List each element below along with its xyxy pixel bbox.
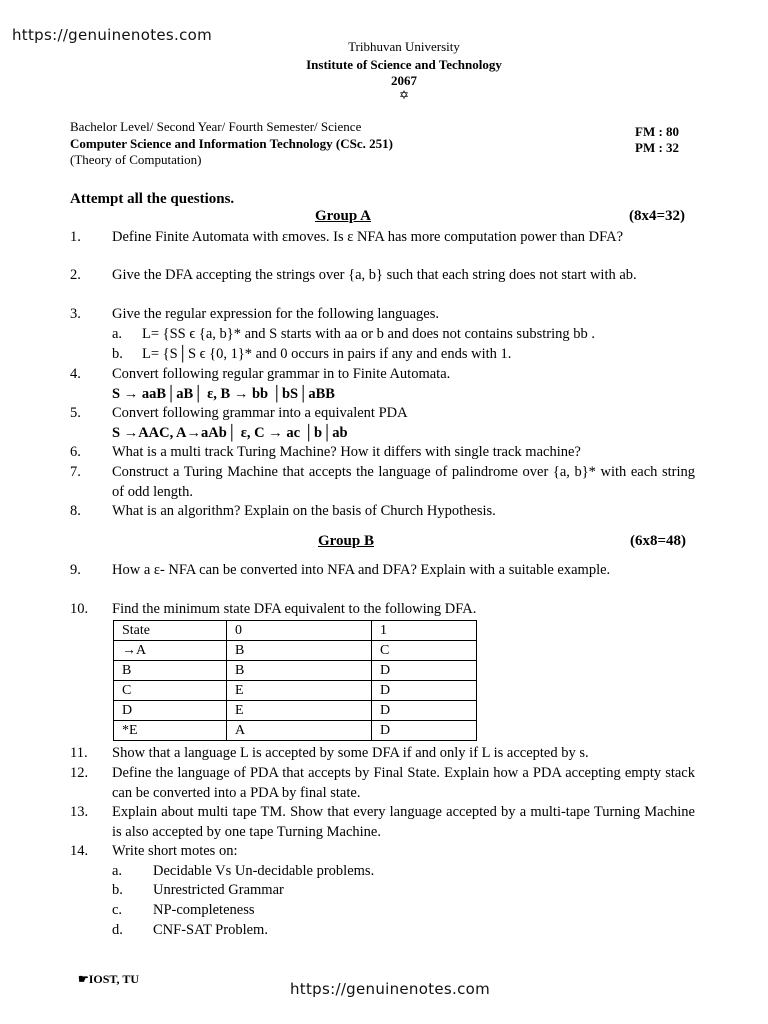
- question-number: 1.: [70, 229, 81, 245]
- question-number: 6.: [70, 444, 81, 460]
- table-cell: B: [227, 641, 372, 661]
- group-b-title: Group B: [318, 533, 374, 549]
- question-6: [70, 443, 695, 463]
- table-header-row: [114, 621, 477, 641]
- table-row: [114, 721, 477, 741]
- table-cell: E: [227, 701, 372, 721]
- question-text: What is an algorithm? Explain on the basis of Church Hypothesis.: [112, 503, 496, 519]
- table-header: State: [114, 621, 227, 641]
- full-marks: FM : 80: [635, 124, 680, 139]
- question-text: Write short motes on:: [112, 843, 238, 859]
- question-number: 8.: [70, 503, 81, 519]
- instruction: Attempt all the questions.: [70, 191, 235, 207]
- question-text: Construct a Turing Machine that accepts the language of palindrome over {a, b}* with each string of odd length.: [112, 464, 695, 500]
- question-text: Explain about multi tape TM. Show that every language accepted by a multi-tape Turning Machine is also accepted by one tape Turning Machine.: [112, 804, 695, 840]
- question-11: [70, 744, 695, 764]
- group-a-title: Group A: [315, 208, 371, 224]
- question-8: [70, 502, 695, 522]
- question-number: 10.: [70, 601, 89, 617]
- course-line: Computer Science and Information Technology (CSc. 251): [70, 136, 393, 151]
- question-10: [70, 600, 695, 620]
- sub-text: NP-completeness: [153, 902, 255, 918]
- question-number: 9.: [70, 562, 81, 578]
- watermark-top: https://genuinenotes.com: [12, 26, 213, 44]
- question-number: 14.: [70, 843, 89, 859]
- sub-label: a.: [112, 863, 123, 879]
- question-number: 13.: [70, 804, 89, 820]
- star-icon: ✡: [398, 88, 410, 102]
- group-a-marks: (8x4=32): [629, 208, 686, 224]
- sub-text: L= {SS ϵ {a, b}* and S starts with aa or b and does not contains substring bb .: [142, 326, 595, 342]
- table-cell: C: [372, 641, 477, 661]
- institute-name: Institute of Science and Technology: [306, 57, 502, 72]
- table-header: 1: [372, 621, 477, 641]
- exam-year: 2067: [391, 73, 417, 88]
- pass-marks: PM : 32: [635, 140, 680, 155]
- grammar-rules: S →AAC, A→aAb│ ε, C → ac │b│ab: [112, 424, 348, 441]
- question-text: Define the language of PDA that accepts by Final State. Explain how a PDA accepting empty stack can be converted into a PDA by final state.: [112, 765, 695, 801]
- question-number: 11.: [70, 745, 88, 761]
- question-13: [70, 803, 695, 842]
- sub-text: L= {S│S ϵ {0, 1}* and 0 occurs in pairs if any and ends with 1.: [142, 346, 512, 362]
- table-header: 0: [227, 621, 372, 641]
- sub-label: a.: [112, 326, 123, 342]
- table-cell: D: [372, 681, 477, 701]
- marks-box: [635, 124, 679, 156]
- question-7: [70, 463, 695, 502]
- table-cell: *E: [114, 721, 227, 741]
- question-9: [70, 561, 695, 581]
- question-12: [70, 764, 695, 803]
- question-number: 4.: [70, 366, 81, 382]
- question-number: 3.: [70, 306, 81, 322]
- question-number: 7.: [70, 464, 81, 480]
- sub-label: b.: [112, 882, 123, 898]
- table-row: [114, 661, 477, 681]
- table-cell: D: [372, 661, 477, 681]
- question-text: Give the DFA accepting the strings over {a, b} such that each string does not start with ab.: [112, 267, 637, 283]
- university-name: Tribhuvan University: [348, 39, 460, 54]
- question-text: Show that a language L is accepted by some DFA if and only if L is accepted by s.: [112, 745, 589, 761]
- question-2: [70, 266, 695, 286]
- question-text: What is a multi track Turing Machine? How it differs with single track machine?: [112, 444, 581, 460]
- sub-text: Unrestricted Grammar: [153, 882, 284, 898]
- table-cell: E: [227, 681, 372, 701]
- question-text: Define Finite Automata with εmoves. Is ε NFA has more computation power than DFA?: [112, 229, 624, 245]
- question-text: Convert following grammar into a equivalent PDA: [112, 405, 408, 421]
- table-row: [114, 641, 477, 661]
- table-cell: D: [114, 701, 227, 721]
- question-number: 12.: [70, 765, 89, 781]
- watermark-bottom: https://genuinenotes.com: [290, 980, 491, 998]
- table-cell: B: [114, 661, 227, 681]
- table-cell: D: [372, 701, 477, 721]
- table-cell: A: [227, 721, 372, 741]
- question-text: How a ε- NFA can be converted into NFA and DFA? Explain with a suitable example.: [112, 562, 611, 578]
- question-4: [70, 365, 695, 404]
- sub-label: b.: [112, 346, 123, 362]
- group-b-marks: (6x8=48): [630, 533, 687, 549]
- question-5: [70, 404, 695, 443]
- table-row: [114, 681, 477, 701]
- sub-label: c.: [112, 902, 123, 918]
- question-number: 2.: [70, 267, 81, 283]
- question-number: 5.: [70, 405, 81, 421]
- question-text: Give the regular expression for the following languages.: [112, 306, 439, 322]
- table-cell: D: [372, 721, 477, 741]
- question-3: [70, 305, 695, 325]
- question-1: [70, 228, 695, 248]
- table-cell: B: [227, 661, 372, 681]
- table-cell: C: [114, 681, 227, 701]
- level-line: Bachelor Level/ Second Year/ Fourth Semester/ Science: [70, 119, 362, 134]
- sub-text: Decidable Vs Un-decidable problems.: [153, 863, 375, 879]
- footer-iost: ☛IOST, TU: [78, 972, 140, 986]
- sub-label: d.: [112, 922, 123, 938]
- grammar-rules: S → aaB│aB│ ε, B → bb │bS│aBB: [112, 385, 335, 402]
- subject-line: (Theory of Computation): [70, 152, 202, 167]
- question-text: Convert following regular grammar in to Finite Automata.: [112, 366, 451, 382]
- sub-text: CNF-SAT Problem.: [153, 922, 268, 938]
- table-row: [114, 701, 477, 721]
- question-text: Find the minimum state DFA equivalent to the following DFA.: [112, 601, 477, 617]
- dfa-table: [113, 620, 477, 741]
- table-cell: →A: [114, 641, 227, 661]
- question-14: [70, 842, 695, 862]
